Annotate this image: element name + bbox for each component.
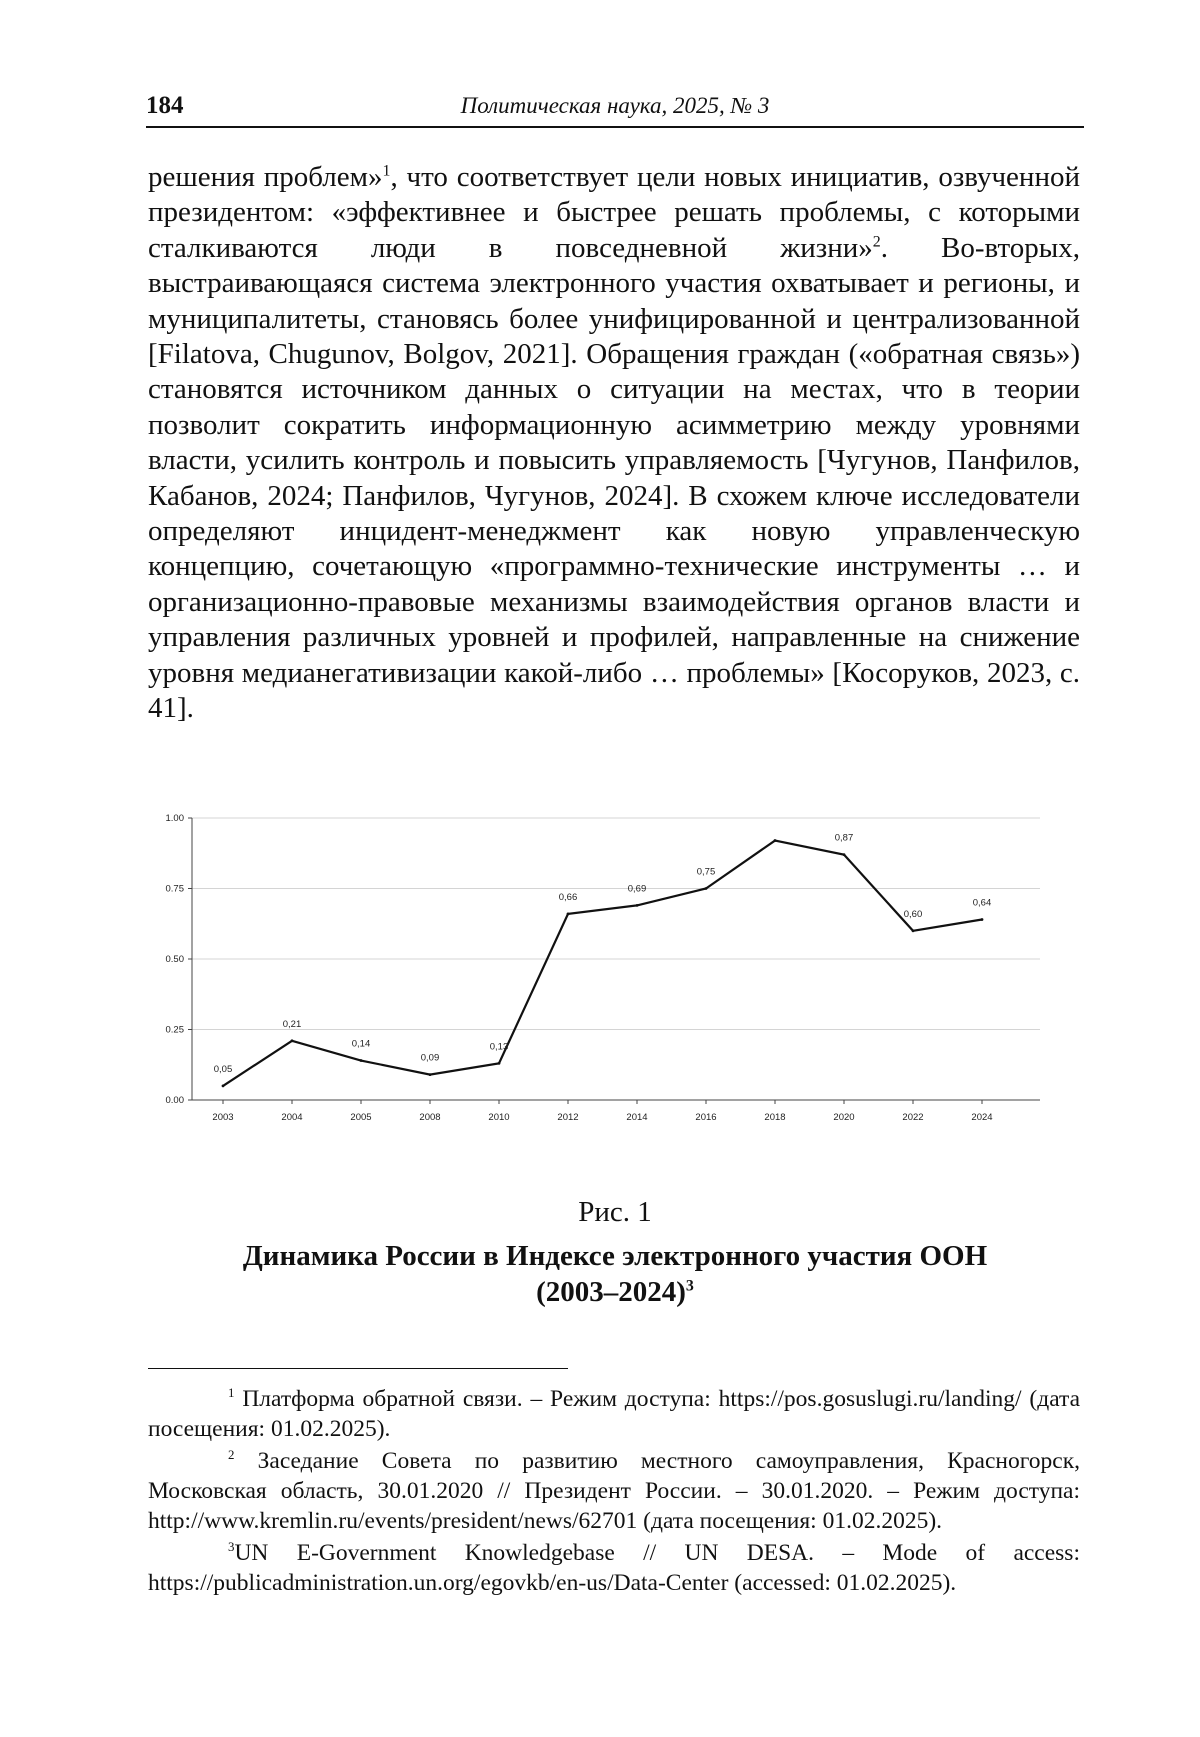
data-point — [429, 1073, 432, 1076]
line-chart — [150, 798, 1060, 1173]
chart-grid — [192, 818, 1040, 1030]
data-point — [981, 918, 984, 921]
data-point — [222, 1085, 225, 1088]
data-point — [843, 853, 846, 856]
footnote-text: Платформа обратной связи. – Режим доступа: https://pos.gosuslugi.ru/landing/ (дата посещения: 01.02.2025). — [148, 1386, 1080, 1442]
data-label: 0,64 — [973, 898, 992, 909]
y-tick-label: 0.00 — [166, 1095, 185, 1106]
body-paragraph — [148, 160, 1080, 727]
journal-title: Политическая наука, 2025, № 3 — [146, 93, 1084, 119]
footnote-number: 1 — [228, 1385, 234, 1400]
body-text-part-2: , что соответствует цели новых инициатив, озвученной президентом: «эффективнее и быстрее решать проблемы, с которыми сталкиваются люди в повседневной жизни» — [148, 161, 1080, 264]
chart-data-labels — [214, 833, 992, 1075]
footnote-2 — [148, 1446, 1080, 1536]
footnote-text: UN E-Government Knowledgebase // UN DESA. – Mode of access: https://publicadministration.un.org/egovkb/en-us/Data-Center (accessed: 01.02.2025). — [148, 1540, 1080, 1596]
y-tick-label: 1.00 — [166, 813, 185, 824]
footnote-text: Заседание Совета по развитию местного самоуправления, Красногорск, Московская область, 30.01.2020 // Президент России. – 30.01.2020. – Режим доступа: http://www.kremlin.ru/events/president/news/62701 (дата посещения: 01.02.2025). — [148, 1448, 1080, 1534]
footnote-ref-3[interactable]: 3 — [686, 1277, 694, 1294]
figure-number: Рис. 1 — [146, 1196, 1084, 1229]
footnotes — [148, 1384, 1080, 1600]
data-label: 0,13 — [490, 1041, 509, 1052]
footnote-ref-1[interactable]: 1 — [383, 162, 391, 179]
body-text-part-3: . Во-вторых, выстраивающаяся система электронного участия охватывает и регионы, и муниципалитеты, становясь более унифицированной и централизованной [Filatova, Chugunov, Bolgov, 2021]. Обращения граждан («обратная связь») становятся источником данных о ситуации на местах, что в теории позволит сократить информационную асимметрию между уровнями власти, усилить контроль и повысить управляемость [Чугунов, Панфилов, Кабанов, 2024; Панфилов, Чугунов, 2024]. В схожем ключе исследователи определяют инцидент-менеджмент как новую управленческую концепцию, сочетающую «программно-технические инструменты … и организационно-правовые механизмы взаимодействия органов власти и управления различных уровней и профилей, направленные на снижение уровня медианегативизации какой-либо … проблемы» [Косоруков, 2023, с. 41]. — [148, 232, 1080, 724]
data-label: 0,21 — [283, 1019, 302, 1030]
data-label: 0,87 — [835, 833, 854, 844]
figure-title-line-2: (2003–2024) — [536, 1276, 686, 1308]
data-label: 0,60 — [904, 909, 923, 920]
y-tick-label: 0.25 — [166, 1025, 185, 1036]
chart-canvas — [150, 798, 1060, 1173]
x-tick-label: 2012 — [557, 1112, 578, 1123]
data-label: 0,09 — [421, 1053, 440, 1064]
data-label: 0,66 — [559, 892, 578, 903]
running-header — [146, 92, 1084, 128]
data-label: 0,05 — [214, 1064, 233, 1075]
data-point — [567, 912, 570, 915]
data-point — [912, 929, 915, 932]
series-line — [223, 841, 982, 1086]
page-number: 184 — [146, 92, 184, 120]
x-tick-label: 2005 — [350, 1112, 371, 1123]
footnote-number: 2 — [228, 1447, 234, 1462]
x-tick-label: 2020 — [833, 1112, 854, 1123]
data-point — [774, 839, 777, 842]
body-text-part-1: решения проблем» — [148, 161, 383, 193]
x-tick-label: 2014 — [626, 1112, 647, 1123]
data-point — [291, 1039, 294, 1042]
chart-series — [222, 839, 984, 1087]
data-label: 0,69 — [628, 883, 647, 894]
footnote-ref-2[interactable]: 2 — [873, 233, 881, 250]
x-tick-label: 2008 — [419, 1112, 440, 1123]
footnote-number: 3 — [228, 1539, 234, 1554]
data-point — [498, 1062, 501, 1065]
x-tick-label: 2022 — [902, 1112, 923, 1123]
x-tick-label: 2010 — [488, 1112, 509, 1123]
y-tick-label: 0.50 — [166, 954, 185, 965]
x-tick-label: 2024 — [971, 1112, 992, 1123]
footnote-3 — [148, 1538, 1080, 1598]
x-tick-label: 2003 — [212, 1112, 233, 1123]
data-point — [360, 1059, 363, 1062]
figure-title — [146, 1238, 1084, 1310]
chart-axes — [166, 813, 1041, 1123]
figure-title-line-1: Динамика России в Индексе электронного участия ООН — [243, 1240, 987, 1272]
x-tick-label: 2016 — [695, 1112, 716, 1123]
y-tick-label: 0.75 — [166, 884, 185, 895]
x-tick-label: 2004 — [281, 1112, 302, 1123]
data-label: 0,14 — [352, 1039, 371, 1050]
data-point — [705, 887, 708, 890]
footnote-1 — [148, 1384, 1080, 1444]
footnote-separator — [148, 1368, 568, 1369]
x-tick-label: 2018 — [764, 1112, 785, 1123]
data-point — [636, 904, 639, 907]
data-label: 0,75 — [697, 867, 716, 878]
